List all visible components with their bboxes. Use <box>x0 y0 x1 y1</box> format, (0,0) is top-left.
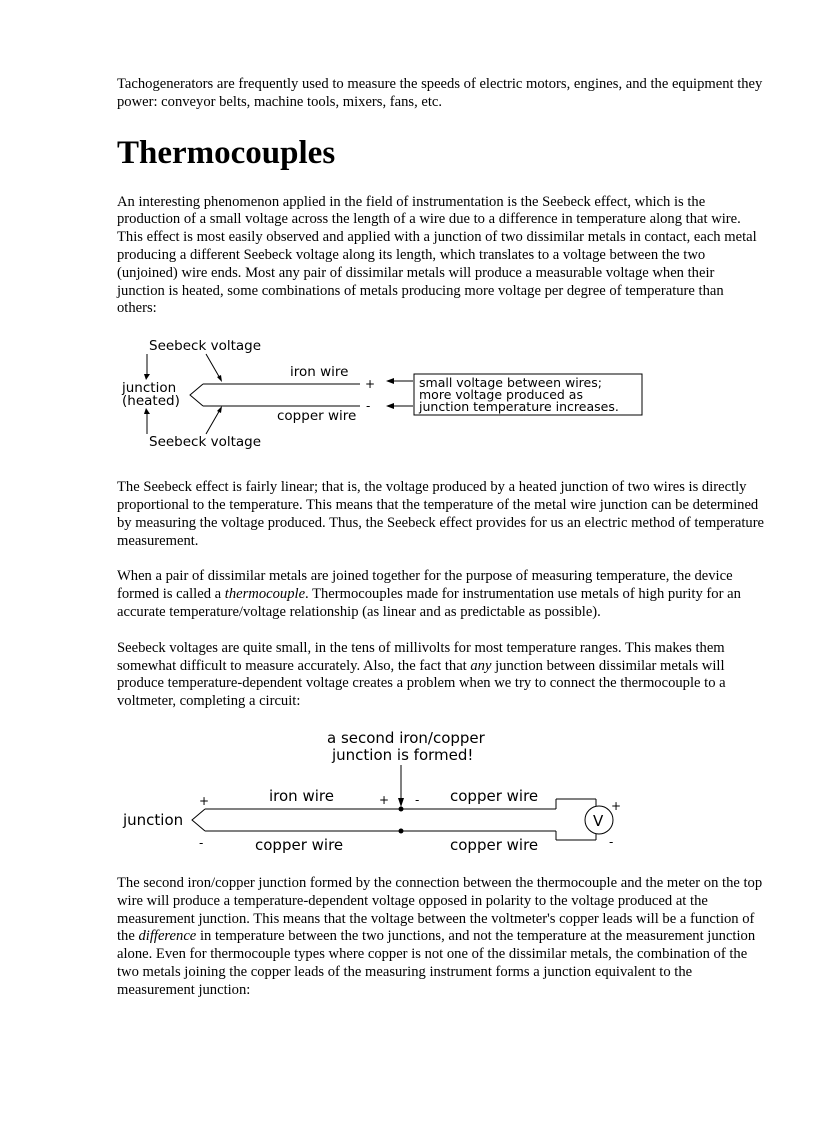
iron-wire-label: iron wire <box>290 364 349 381</box>
junction-shape-2 <box>192 809 205 831</box>
minus-sign: - <box>366 399 371 414</box>
plus-sign: + <box>365 377 376 392</box>
meter-plus: + <box>611 798 622 813</box>
second-junction-dot <box>399 806 404 811</box>
second-junction-minus: - <box>415 792 420 807</box>
thermocouple-definition-paragraph: When a pair of dissimilar metals are joined together for the purpose of measuring temperature, the device formed is called a thermocouple. Thermocouples made for instrumentation use metals of high purity for an accurate temperature/voltage relationship (as linear and as predictable as possible). <box>117 568 741 620</box>
junction-minus: - <box>199 835 204 850</box>
copper-wire-bottom-left-label: copper wire <box>255 835 344 854</box>
seebeck-top-label: Seebeck voltage <box>149 338 262 355</box>
seebeck-bottom-label: Seebeck voltage <box>149 434 262 451</box>
junction-label-2: junction <box>123 810 184 829</box>
caption-line-1: a second iron/copper <box>327 728 485 747</box>
second-junction-plus: + <box>379 792 390 807</box>
document-page <box>117 76 765 1018</box>
junction-plus: + <box>199 793 210 808</box>
meter-label: V <box>593 811 604 830</box>
intro-paragraph: Tachogenerators are frequently used to measure the speeds of electric motors, engines, and the equipment they power: conveyor belts, machine tools, mixers, fans, etc. <box>117 76 763 110</box>
second-junction-paragraph: The second iron/copper junction formed by the connection between the thermocouple and the meter on the top wire will produce a temperature-dependent voltage opposed in polarity to the voltage produced at the measurement junction. This means that the voltage between the voltmeter's copper leads will be a function of the difference in temperature between the two junctions, and not the temperature at the measurement junction alone. Even for thermocouple types where copper is not one of the dissimilar metals, the combination of the two metals joining the copper leads of the measuring instrument forms a junction equivalent to the measurement junction: <box>117 874 763 998</box>
bottom-junction-dot <box>399 828 404 833</box>
millivolt-paragraph: Seebeck voltages are quite small, in the tens of millivolts for most temperature ranges. This makes them somewhat difficult to measure accurately. Also, the fact that any junction between dissimilar metals will produce temperature-dependent voltage creates a problem when we try to connect the thermocouple to a voltmeter, completing a circuit: <box>117 639 726 710</box>
note-line-2: more voltage produced as <box>419 387 583 403</box>
copper-wire-label: copper wire <box>277 408 357 425</box>
caption-line-2: junction is formed! <box>332 745 474 764</box>
junction-label: junction <box>122 380 177 397</box>
copper-wire-top-label: copper wire <box>450 786 539 805</box>
any-term: any <box>470 657 492 674</box>
note-line-3: junction temperature increases. <box>419 399 619 415</box>
junction-shape <box>190 384 203 406</box>
section-heading: Thermocouples <box>117 134 336 171</box>
heated-label: (heated) <box>122 393 180 410</box>
seebeck-paragraph: An interesting phenomenon applied in the field of instrumentation is the Seebeck effect, which is the production of a small voltage across the length of a wire due to a difference in temperature along that wire. This effect is most easily observed and applied with a junction of two dissimilar metals in contact, each metal producing a different Seebeck voltage along its length, which translates to a voltage between the two (unjoined) wire ends. Most any pair of dissimilar metals will produce a measurable voltage when their junction is heated, some combinations of metals producing more voltage per degree of temperature than others: <box>117 193 757 317</box>
iron-wire-label-2: iron wire <box>269 786 334 805</box>
difference-term: difference <box>138 928 197 945</box>
seebeck-diagram <box>118 336 658 461</box>
copper-wire-bottom-right-label: copper wire <box>450 835 539 854</box>
thermocouple-term: thermocouple <box>224 586 306 603</box>
note-line-1: small voltage between wires; <box>419 375 602 391</box>
linearity-paragraph: The Seebeck effect is fairly linear; that is, the voltage produced by a heated junction of two wires is directly proportional to the temperature. This means that the temperature of the metal wire junction can be determined by measuring the voltage produced. Thus, the Seebeck effect provides for us an electric method of temperature measurement. <box>117 479 765 549</box>
meter-minus: - <box>609 834 614 849</box>
voltmeter-circuit-diagram <box>119 723 639 863</box>
